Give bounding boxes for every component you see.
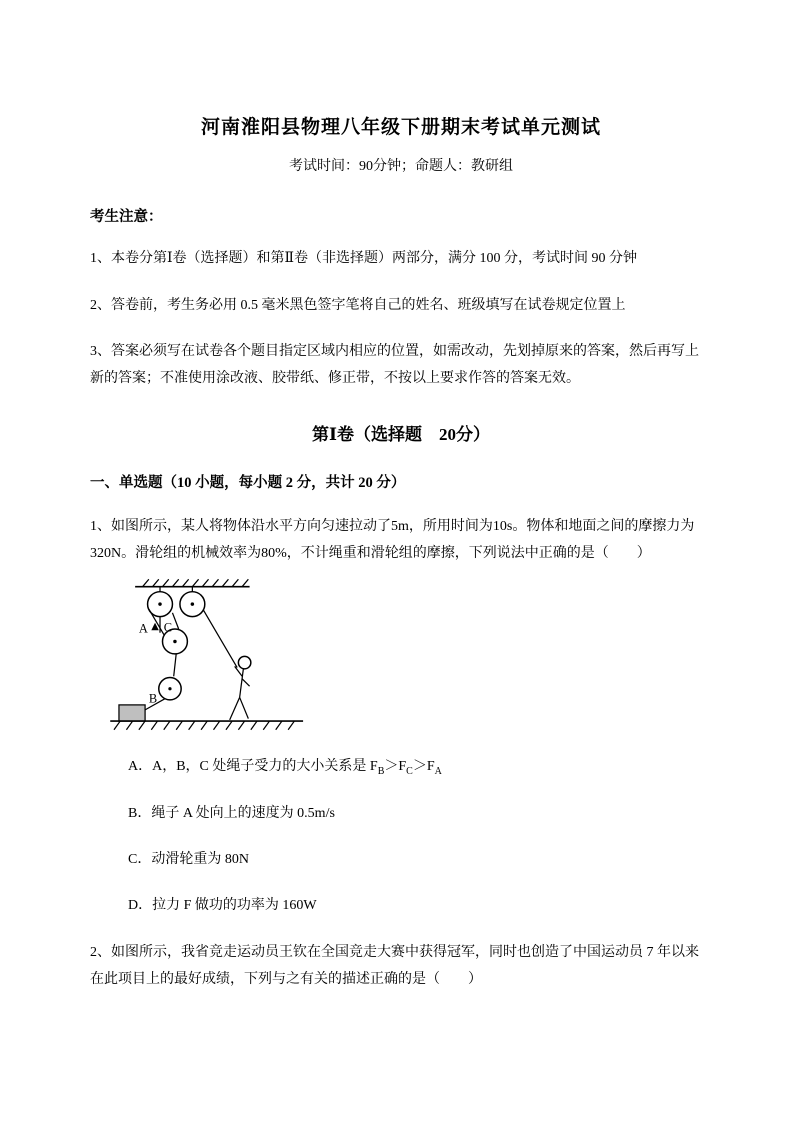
question-1-option-b: B．绳子 A 处向上的速度为 0.5m/s xyxy=(128,806,335,822)
option-a-sub-1: B xyxy=(377,765,385,777)
notice-heading: 考生注意： xyxy=(90,209,163,225)
ceiling xyxy=(135,579,249,586)
pulley-figure-svg xyxy=(110,578,322,736)
question-1-option-a xyxy=(128,755,712,777)
notice-item-1: 1、本卷分第Ⅰ卷（选择题）和第Ⅱ卷（非选择题）两部分，满分 100 分，考试时间 90 分钟 xyxy=(90,251,638,266)
label-b: B xyxy=(148,690,158,705)
fixed-pulleys xyxy=(148,586,205,616)
option-a-sub-3: A xyxy=(434,765,442,777)
question-1-option-d: D．拉力 F 做功的功率为 160W xyxy=(128,898,317,914)
notice-item-2: 2、答卷前，考生务必用 0.5 毫米黑色签字笔将自己的姓名、班级填写在试卷规定位置上 xyxy=(90,297,626,313)
notice-item-3: 3、答案必须写在试卷各个题目指定区域内相应的位置，如需改动，先划掉原来的答案，然后再写上新的答案；不准使用涂改液、胶带纸、修正带，不按以上要求作答的答案无效。 xyxy=(90,344,699,386)
option-a-text-3: ＞F xyxy=(412,758,435,774)
person xyxy=(204,610,251,719)
question-1-text: 1、如图所示，某人将物体沿水平方向匀速拉动了5m，所用时间为10s。物体和地面之间的摩擦力为320N。滑轮组的机械效率为80%，不计绳重和滑轮组的摩擦，下列说法中正确的是（ ） xyxy=(90,519,695,561)
figure-labels xyxy=(139,620,172,635)
option-a-text-1: A．A，B，C 处绳子受力的大小关系是 F xyxy=(128,758,378,774)
block-b xyxy=(119,691,165,721)
lower-pulley xyxy=(159,677,181,699)
section1-title: 第Ⅰ卷（选择题 20分） xyxy=(312,425,490,445)
ground xyxy=(110,721,303,730)
exam-subtitle: 考试时间：90分钟；命题人：教研组 xyxy=(289,159,513,174)
label-a: A xyxy=(138,621,148,636)
option-a-text-2: ＞F xyxy=(384,758,407,774)
question-1-option-c: C．动滑轮重为 80N xyxy=(128,852,249,868)
label-c: C xyxy=(163,620,173,635)
question-1-figure xyxy=(110,578,712,741)
question-2-text: 2、如图所示，我省竞走运动员王钦在全国竞走大赛中获得冠军，同时也创造了中国运动员 7 年以来在此项目上的最好成绩，下列与之有关的描述正确的是（ ） xyxy=(90,945,699,987)
page-title: 河南淮阳县物理八年级下册期末考试单元测试 xyxy=(200,117,601,138)
part1-heading: 一、单选题（10 小题，每小题 2 分，共计 20 分） xyxy=(90,475,406,492)
option-a-sub-2: C xyxy=(406,765,413,777)
